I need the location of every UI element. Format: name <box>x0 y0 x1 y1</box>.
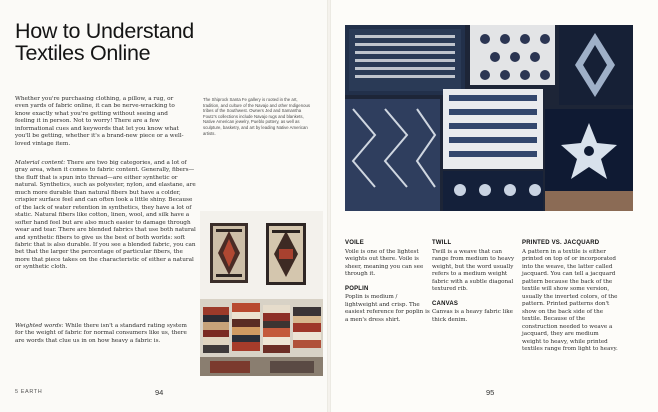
term-printed-vs-jacquard: PRINTED VS. JACQUARD <box>522 240 600 246</box>
indigo-textiles-photo <box>345 25 633 211</box>
page-number-left: 94 <box>155 388 164 397</box>
definition-printed-vs-jacquard: A pattern in a textile is either printed on top of or incorporated into the weave, the latter called jacquard. You can tell a jacquard pattern because the back of the textile will show some version, usually the inverted colors, of the pattern. Printed patterns don't show on the back side of the textile. Because of the construction needed to weave a jacquard, they are medium weight to heavy, while printed textiles range from light to heavy. <box>522 248 618 352</box>
material-text: There are two big categories, and a lot of gray area, when it comes to fabric content. Generally, fibers—the fluff that is spun into thread—are either synthetic or natural. Synthetics, such as polyester, nylon, and elastane, are much more durable than natural fibers but have a colder, crispier surface feel and can often look a little shiny. Because of the lack of water retention in synthetics, they have a lot of static. Natural fibers like cotton, linen, wool, and silk have a softer hand feel but are also much easier to damage through wear and tear. There are blended fabrics that use both natural and synthetic fibers to give us the best of both worlds: soft fabric that is also durable. If you see a blended fabric, you can bet that the larger the percentage of particular fibers, the more that piece takes on the characteristic of either a natural or synthetic cloth. <box>15 160 196 271</box>
definition-poplin: Poplin is medium / lightweight and crisp. The easiest reference for poplin is a men's dress shirt. <box>345 294 430 323</box>
term-canvas: CANVAS <box>432 300 459 307</box>
book-gutter <box>327 0 331 412</box>
definition-twill: Twill is a weave that can range from medium to heavy weight, but the word usually refers to a medium weight fabric with a subtle diagonal textured rib. <box>432 248 515 292</box>
glossary-column-1 <box>345 240 430 331</box>
intro-text: Whether you're purchasing clothing, a pillow, a rug, or even yards of fabric online, it can be nerve-wracking to know exactly what you're getting without seeing and feeling it in person. Not to worry! There are a few informational cues and keywords that let you know what you'll be getting, whether it's a brand-new piece or a well-loved vintage item. <box>15 96 184 147</box>
term-poplin: POPLIN <box>345 285 369 292</box>
material-label: Material content: <box>15 160 66 166</box>
weighted-label: Weighted words: <box>15 323 64 329</box>
definition-voile: Voile is one of the lightest weights out there. Voile is sheer, meaning you can see through it. <box>345 248 424 277</box>
gallery-room-photo <box>200 211 323 376</box>
term-twill: TWILL <box>432 240 452 246</box>
material-content-paragraph <box>15 160 196 272</box>
glossary-column-3 <box>522 240 618 361</box>
section-label: 5 EARTH <box>15 389 43 395</box>
page-number-right: 95 <box>486 388 495 397</box>
photo-caption: The Shiprock Santa Fe gallery is rooted in the art, tradition, and culture of the Navajo and other Indigenous tribes of the Southwest. Owners Jed and Samantha Foutz's collections include Navajo rugs and blankets, Native American jewelry, Pueblo pottery, as well as sculpture, basketry, and art by leading Native American artists. <box>203 97 311 136</box>
weighted-words-paragraph <box>15 323 196 353</box>
intro-paragraph <box>15 96 185 155</box>
definition-canvas: Canvas is a heavy fabric like thick denim. <box>432 309 513 323</box>
article-title: How to Understand Textiles Online <box>15 19 194 65</box>
glossary-column-2 <box>432 240 520 331</box>
term-voile: VOILE <box>345 240 365 246</box>
weighted-text: While there isn't a standard rating system for the weight of fabric for normal consumers like us, there are words that clue us in on how heavy a fabric is. <box>15 323 187 344</box>
